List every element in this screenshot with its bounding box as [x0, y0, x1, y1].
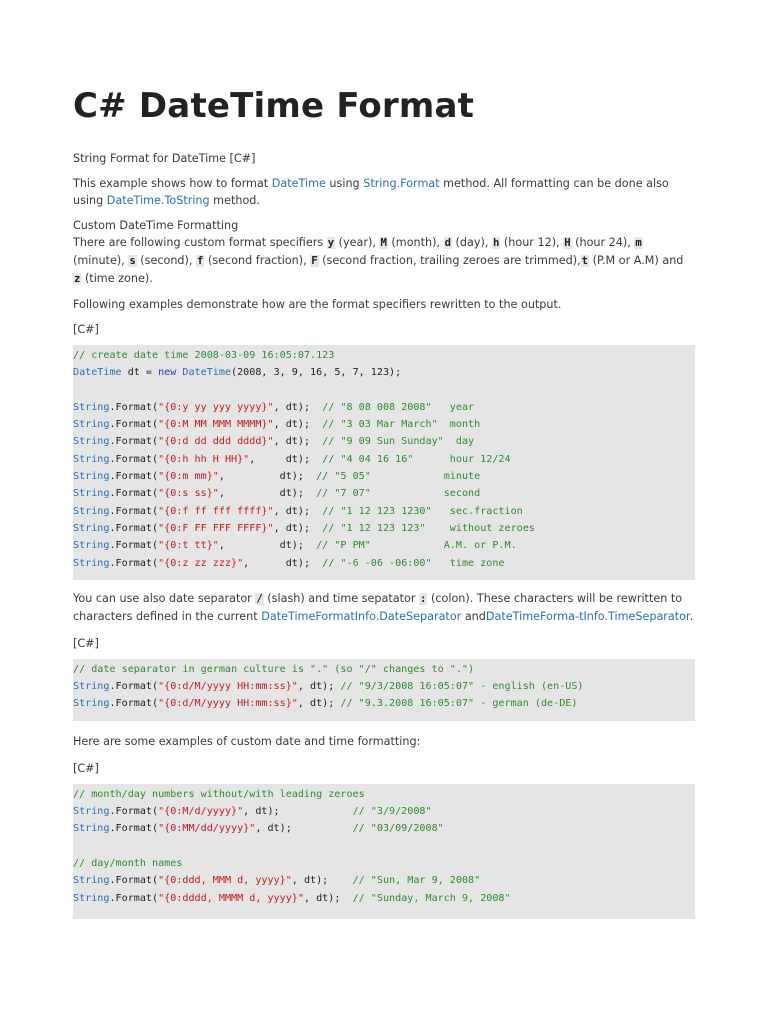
specifier-keyword: s — [129, 255, 136, 267]
code-line: String.Format("{0:F FF FFF FFFF}", dt); // "1 12 123 123" without zeroes — [73, 522, 535, 534]
code-line: // create date time 2008-03-09 16:05:07.123 — [73, 350, 335, 361]
specifier-keyword: d — [444, 237, 451, 249]
code-line: String.Format("{0:m mm}", dt); // "5 05" minute — [73, 471, 481, 483]
date-separator-link[interactable]: DateTimeFormatInfo.DateSeparator — [261, 609, 462, 623]
specifier-keyword: t — [581, 255, 589, 267]
separator-paragraph: You can use also date separator / (slash) and time sepatator : (colon). These characters will be rewritten to characters defined in the current DateTimeFormatInfo.DateSeparator andDateTimeForma-tInfo.TimeSeparator. — [73, 591, 694, 623]
code-line: String.Format("{0:d/M/yyyy HH:mm:ss}", dt); // "9/3/2008 16:05:07" - english (en-US) — [73, 681, 584, 693]
code-line: String.Format("{0:d/M/yyyy HH:mm:ss}", dt); // "9.3.2008 16:05:07" - german (de-DE) — [73, 698, 578, 710]
code-block-3 — [73, 784, 695, 919]
code-line: String.Format("{0:t tt}", dt); // "P PM" A.M. or P.M. — [73, 540, 517, 552]
custom-heading: Custom DateTime Formatting — [73, 219, 239, 232]
colon-keyword: : — [420, 592, 427, 605]
specifier-keyword: F — [311, 255, 318, 267]
specifier-keyword: f — [197, 255, 204, 267]
examples-paragraph: Here are some examples of custom date and time formatting: — [73, 734, 421, 748]
code-line — [73, 838, 695, 855]
code-line: String.Format("{0:z zz zzz}", dt); // "-6 -06 -06:00" time zone — [73, 557, 505, 569]
code-line: // day/month names — [73, 857, 183, 869]
code-line — [73, 382, 695, 399]
code-line: String.Format("{0:MM/dd/yyyy}", dt); // "03/09/2008" — [73, 823, 444, 835]
code-line: String.Format("{0:dddd, MMMM d, yyyy}", dt); // "Sunday, March 9, 2008" — [73, 892, 511, 904]
specifier-keyword: y — [327, 237, 335, 249]
code-line: // month/day numbers without/with leading zeroes — [73, 788, 365, 800]
string-format-link[interactable]: String.Format — [363, 177, 440, 190]
datetime-link[interactable]: DateTime — [271, 177, 326, 190]
specifier-keyword: m — [635, 237, 642, 249]
page-title: C# DateTime Format — [73, 86, 475, 126]
time-separator-link[interactable]: DateTimeForma-tInfo.TimeSeparator — [485, 609, 690, 623]
code-line: DateTime dt = new DateTime(2008, 3, 9, 16, 5, 7, 123); — [73, 367, 402, 379]
cs-tag-1: [C#] — [73, 323, 99, 336]
code-line: String.Format("{0:h hh H HH}", dt); // "4 04 16 16" hour 12/24 — [73, 453, 511, 465]
specifier-keyword: M — [380, 237, 387, 249]
code-line: String.Format("{0:M/d/yyyy}", dt); // "3/9/2008" — [73, 806, 432, 818]
code-line: String.Format("{0:ddd, MMM d, yyyy}", dt); // "Sun, Mar 9, 2008" — [73, 875, 481, 887]
code-block-2 — [73, 659, 695, 721]
code-line: String.Format("{0:M MM MMM MMMM}", dt); // "3 03 Mar March" month — [73, 419, 481, 431]
datetime-tostring-link[interactable]: DateTime.ToString — [106, 194, 210, 207]
slash-keyword: / — [256, 592, 263, 605]
code-line: String.Format("{0:s ss}", dt); // "7 07" second — [73, 488, 481, 500]
code-block-1 — [73, 345, 695, 580]
subtitle: String Format for DateTime [C#] — [73, 152, 256, 165]
specifier-keyword: h — [492, 237, 500, 249]
cs-tag-3: [C#] — [73, 761, 99, 775]
intro-paragraph: This example shows how to format DateTime using String.Format method. All formatting can be done also using DateTime.ToString method. — [73, 177, 669, 207]
code-line: String.Format("{0:f ff fff ffff}", dt); // "1 12 123 1230" sec.fraction — [73, 505, 523, 517]
following-paragraph: Following examples demonstrate how are the format specifiers rewritten to the output. — [73, 298, 562, 311]
cs-tag-2: [C#] — [73, 636, 99, 650]
specifiers-paragraph: There are following custom format specifiers y (year), M (month), d (day), h (hour 12), H (hour 24), m (minute), s (second), f (second fraction), F (second fraction, trailing zeroes are trimmed),t (P.M or A.M) and z (time zone). — [73, 236, 684, 285]
code-line: // date separator in german culture is "." (so "/" changes to ".") — [73, 663, 475, 675]
code-line: String.Format("{0:d dd ddd dddd}", dt); // "9 09 Sun Sunday" day — [73, 436, 475, 448]
specifier-keyword: z — [74, 273, 81, 285]
code-line: String.Format("{0:y yy yyy yyyy}", dt); // "8 08 008 2008" year — [73, 401, 475, 413]
specifier-keyword: H — [564, 237, 571, 249]
